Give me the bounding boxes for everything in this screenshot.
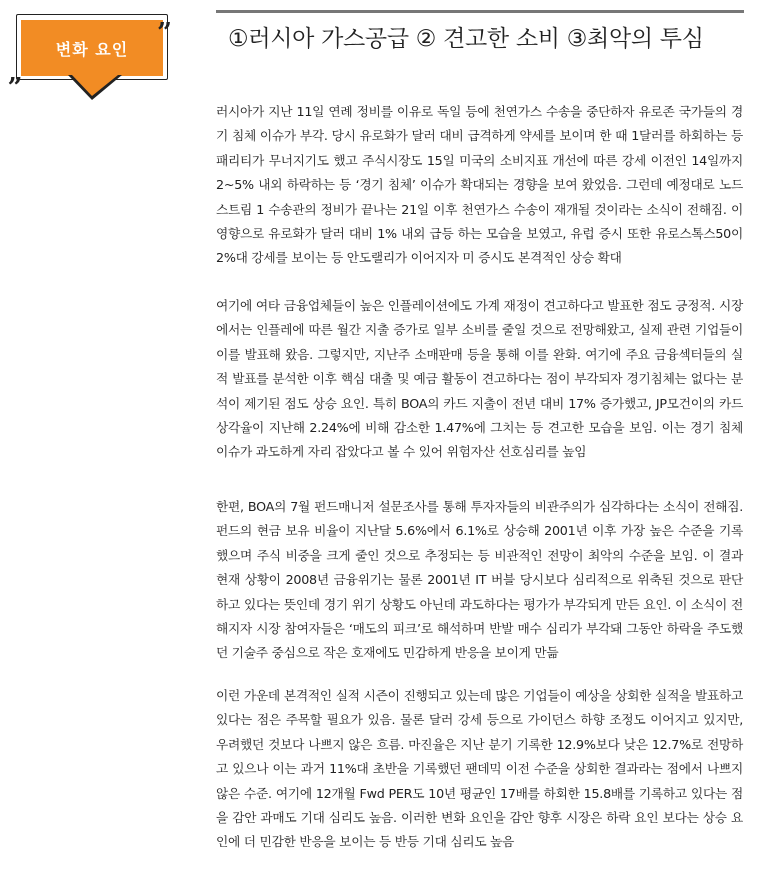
paragraph-investor-sentiment: 한편, BOA의 7월 펀드매니저 설문조사를 통해 투자자들의 비관주의가 심각하다는 소식이 전해짐. 펀드의 현금 보유 비율이 지난달 5.6%에서 6.1%로 상승해 2001년 이후 가장 높은 수준을 기록했으며 주식 비중을 크게 줄인 것으로 추정되는 등 비관적인 전망이 최악의 수준을 보임. 이 결과 현재 상황이 2008년 금융위기는 물론 2001년 IT 버블 당시보다 심리적으로 위축된 것으로 판단하고 있다는 뜻인데 경기 위기 상황도 아닌데 과도하다는 평가가 부각되게 만든 요인. 이 소식이 전해지자 시장 참여자들은 ‘매도의 피크’로 해석하며 반발 매수 심리가 부각돼 그동안 하락을 주도했던 기술주 중심으로 작은 호재에도 민감하게 반응을 보이게 만듦: [216, 499, 743, 661]
close-quote-icon: ”: [157, 18, 172, 48]
section-badge: [0, 0, 200, 110]
speech-tail-icon: [0, 0, 200, 110]
page-title: ①러시아 가스공급 ② 견고한 소비 ③최악의 투심: [228, 26, 704, 52]
open-quote-icon: „: [8, 58, 23, 88]
header-rule: [216, 10, 744, 13]
badge-label: 변화 요인: [55, 39, 129, 59]
paragraph-earnings-season: 이런 가운데 본격적인 실적 시즌이 진행되고 있는데 많은 기업들이 예상을 상회한 실적을 발표하고 있다는 점은 주목할 필요가 있음. 물론 달러 강세 등으로 가이던스 하향 조정도 이어지고 있지만, 우려했던 것보다 나쁘지 않은 흐름. 마진율은 지난 분기 기록한 12.9%보다 낮은 12.7%로 전망하고 있으나 이는 과거 11%대 초반을 기록했던 팬데믹 이전 수준을 상회한 결과라는 점에서 나쁘지 않은 수준. 여기에 12개월 Fwd PER도 10년 평균인 17배를 하회한 15.8배를 기록하고 있다는 점을 감안 과매도 기대 심리도 높음. 이러한 변화 요인을 감안 향후 시장은 하락 요인 보다는 상승 요인에 더 민감한 반응을 보이는 등 반등 기대 심리도 높음: [216, 688, 743, 850]
paragraph-russia-gas: 러시아가 지난 11일 연례 정비를 이유로 독일 등에 천연가스 수송을 중단하자 유로존 국가들의 경기 침체 이슈가 부각. 당시 유로화가 달러 대비 급격하게 약세를 보이며 한 때 1달러를 하회하는 등 패리티가 무너지기도 했고 주식시장도 15일 미국의 소비지표 개선에 따른 강세 이전인 14일까지 2~5% 내외 하락하는 등 ‘경기 침체’ 이슈가 확대되는 경향을 보여 왔었음. 그런데 예정대로 노드스트림 1 수송관의 정비가 끝나는 21일 이후 천연가스 수송이 재개될 것이라는 소식이 전해짐. 이 영향으로 유로화가 달러 대비 1% 내외 급등 하는 모습을 보였고, 유럽 증시 또한 유로스톡스50이 2%대 강세를 보이는 등 안도랠리가 이어지자 미 증시도 본격적인 상승 확대: [216, 104, 743, 266]
paragraph-consumer-spending: 여기에 여타 금융업체들이 높은 인플레이션에도 가계 재정이 견고하다고 발표한 점도 긍정적. 시장에서는 인플레에 따른 월간 지출 증가로 일부 소비를 줄일 것으로 전망해왔고, 실제 관련 기업들이 이를 발표해 왔음. 그렇지만, 지난주 소매판매 등을 통해 이를 완화. 여기에 주요 금융섹터들의 실적 발표를 분석한 이후 핵심 대출 및 예금 활동이 견고하다는 점이 부각되자 경기침체는 없다는 분석이 제기된 점도 상승 요인. 특히 BOA의 카드 지출이 전년 대비 17% 증가했고, JP모건이의 카드 상각율이 지난해 2.24%에 비해 감소한 1.47%에 그치는 등 견고한 모습을 보임. 이는 경기 침체 이슈가 과도하게 자리 잡았다고 볼 수 있어 위험자산 선호심리를 높임: [216, 298, 743, 460]
